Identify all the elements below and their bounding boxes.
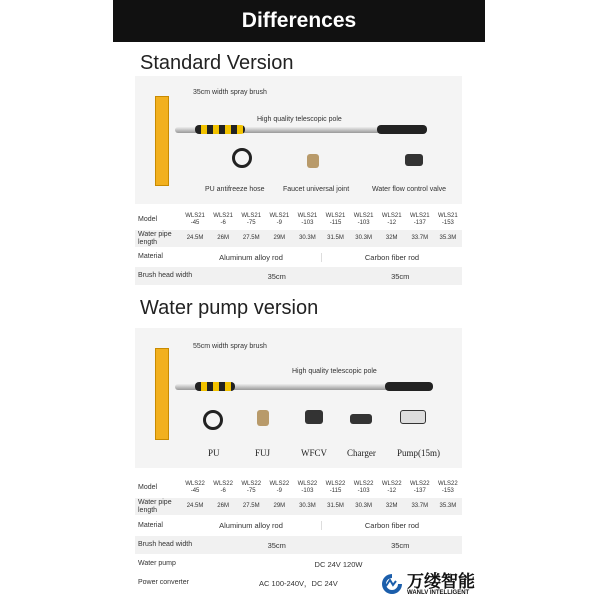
material-value: Carbon fiber rod (321, 521, 462, 530)
model-cell: WLS22 -103 (297, 481, 318, 494)
material-value: Aluminum alloy rod (219, 521, 283, 530)
hose-image (232, 148, 252, 168)
model-cell: WLS22 -12 (381, 481, 402, 494)
water-pump-value: DC 24V 120W (314, 559, 363, 569)
model-cell: WLS22 -6 (213, 481, 233, 494)
model-cell: WLS22 -115 (325, 481, 346, 494)
length-cell: 26M (217, 235, 229, 242)
length-cell: 30.3M (355, 503, 372, 510)
pump-image (400, 410, 426, 424)
row-header: Water pipe length (138, 499, 172, 514)
brush-width-value: 35cm (267, 540, 286, 550)
row-header: Material (138, 521, 163, 529)
label-brush: 55cm width spray brush (193, 343, 267, 350)
pole-handle (385, 382, 433, 391)
model-cell: WLS21 -75 (241, 213, 262, 226)
label-brush: 35cm width spray brush (193, 89, 267, 96)
pump-product-image (135, 328, 462, 468)
pole-handle (377, 125, 427, 134)
length-cell: 31.5M (327, 235, 344, 242)
row-header: Water pump (138, 560, 176, 568)
material-row (135, 516, 462, 536)
length-cell: 32M (385, 503, 398, 510)
row-header: Power converter (138, 579, 189, 587)
label-faucet: Faucet universal joint (283, 186, 350, 193)
length-cell: 30.3M (355, 235, 372, 242)
length-cell: 24.5M (186, 235, 204, 242)
material-value: Aluminum alloy rod (219, 252, 283, 262)
pu-hose-image (203, 410, 223, 430)
brush-head (155, 96, 169, 186)
model-cell: WLS21 -9 (269, 213, 290, 226)
model-cell: WLS22 -75 (241, 481, 262, 494)
length-cell: 35.3M (439, 235, 457, 242)
label-valve: Water flow control valve (372, 186, 447, 193)
model-row (135, 478, 462, 498)
length-cell: 30.3M (299, 503, 316, 510)
logo-cn: 万缕智能 (407, 571, 475, 591)
standard-section-title: Standard Version (140, 52, 294, 74)
standard-spec-table (135, 210, 462, 286)
model-cell: WLS21 -12 (381, 213, 402, 226)
brush-head (155, 348, 169, 440)
length-cell: 26M (217, 503, 229, 510)
label-hose: PU antifreeze hose (205, 186, 265, 193)
valve-image (405, 154, 423, 166)
length-cell: 32M (385, 235, 398, 242)
model-cell: WLS22 -103 (353, 481, 374, 494)
header-title: Differences (113, 0, 485, 42)
pole-grip (195, 382, 235, 391)
row-header: Model (138, 215, 158, 223)
pole-grip (195, 125, 245, 134)
row-header: Material (138, 253, 163, 261)
charger-image (350, 414, 372, 424)
length-cell: 30.3M (299, 235, 316, 242)
length-cell: 31.5M (327, 503, 344, 510)
model-row (135, 210, 462, 230)
model-cell: WLS21 -103 (353, 213, 374, 226)
row-header: Brush head width (138, 272, 193, 280)
label-pump: Pump(15m) (397, 448, 441, 458)
material-value: Carbon fiber rod (321, 253, 462, 262)
label-charger: Charger (347, 448, 376, 458)
label-pole: High quality telescopic pole (292, 368, 377, 375)
wfcv-image (305, 410, 323, 424)
length-cell: 27.5M (242, 235, 260, 242)
model-cell: WLS22 -153 (438, 481, 458, 494)
model-cell: WLS22 -45 (185, 481, 205, 494)
length-cell: 29M (273, 503, 286, 510)
model-cell: WLS21 -6 (213, 213, 233, 226)
model-cell: WLS22 -9 (269, 481, 290, 494)
label-pole: High quality telescopic pole (257, 116, 342, 123)
faucet-image (307, 154, 319, 168)
model-cell: WLS21 -137 (409, 213, 430, 226)
model-cell: WLS21 -153 (438, 213, 458, 226)
length-row (135, 230, 462, 248)
brush-width-value: 35cm (391, 540, 410, 550)
row-header: Model (138, 483, 158, 491)
row-header: Water pipe length (138, 231, 172, 246)
length-cell: 33.7M (411, 503, 429, 510)
brush-width-value: 35cm (267, 271, 286, 281)
brush-width-row (135, 536, 462, 555)
label-pu: PU (208, 448, 220, 458)
model-cell: WLS21 -45 (185, 213, 205, 226)
length-row (135, 498, 462, 516)
model-cell: WLS21 -115 (325, 213, 346, 226)
length-cell: 27.5M (242, 503, 260, 510)
material-row (135, 248, 462, 267)
converter-value: AC 100-240V，DC 24V (259, 578, 338, 588)
model-cell: WLS22 -137 (409, 481, 430, 494)
brush-width-value: 35cm (391, 271, 410, 281)
brush-width-row (135, 267, 462, 286)
label-fuj: FUJ (255, 448, 271, 458)
model-cell: WLS21 -103 (297, 213, 318, 226)
logo-icon (380, 572, 404, 596)
length-cell: 29M (273, 235, 286, 242)
length-cell: 35.3M (439, 503, 457, 510)
brand-logo (380, 572, 475, 596)
length-cell: 24.5M (186, 503, 204, 510)
fuj-image (257, 410, 269, 426)
pump-section-title: Water pump version (140, 297, 319, 319)
standard-product-image (135, 76, 462, 204)
label-wfcv: WFCV (301, 448, 328, 458)
logo-en: WANLV INTELLIGENT (407, 589, 470, 596)
length-cell: 33.7M (411, 235, 429, 242)
row-header: Brush head width (138, 541, 193, 549)
